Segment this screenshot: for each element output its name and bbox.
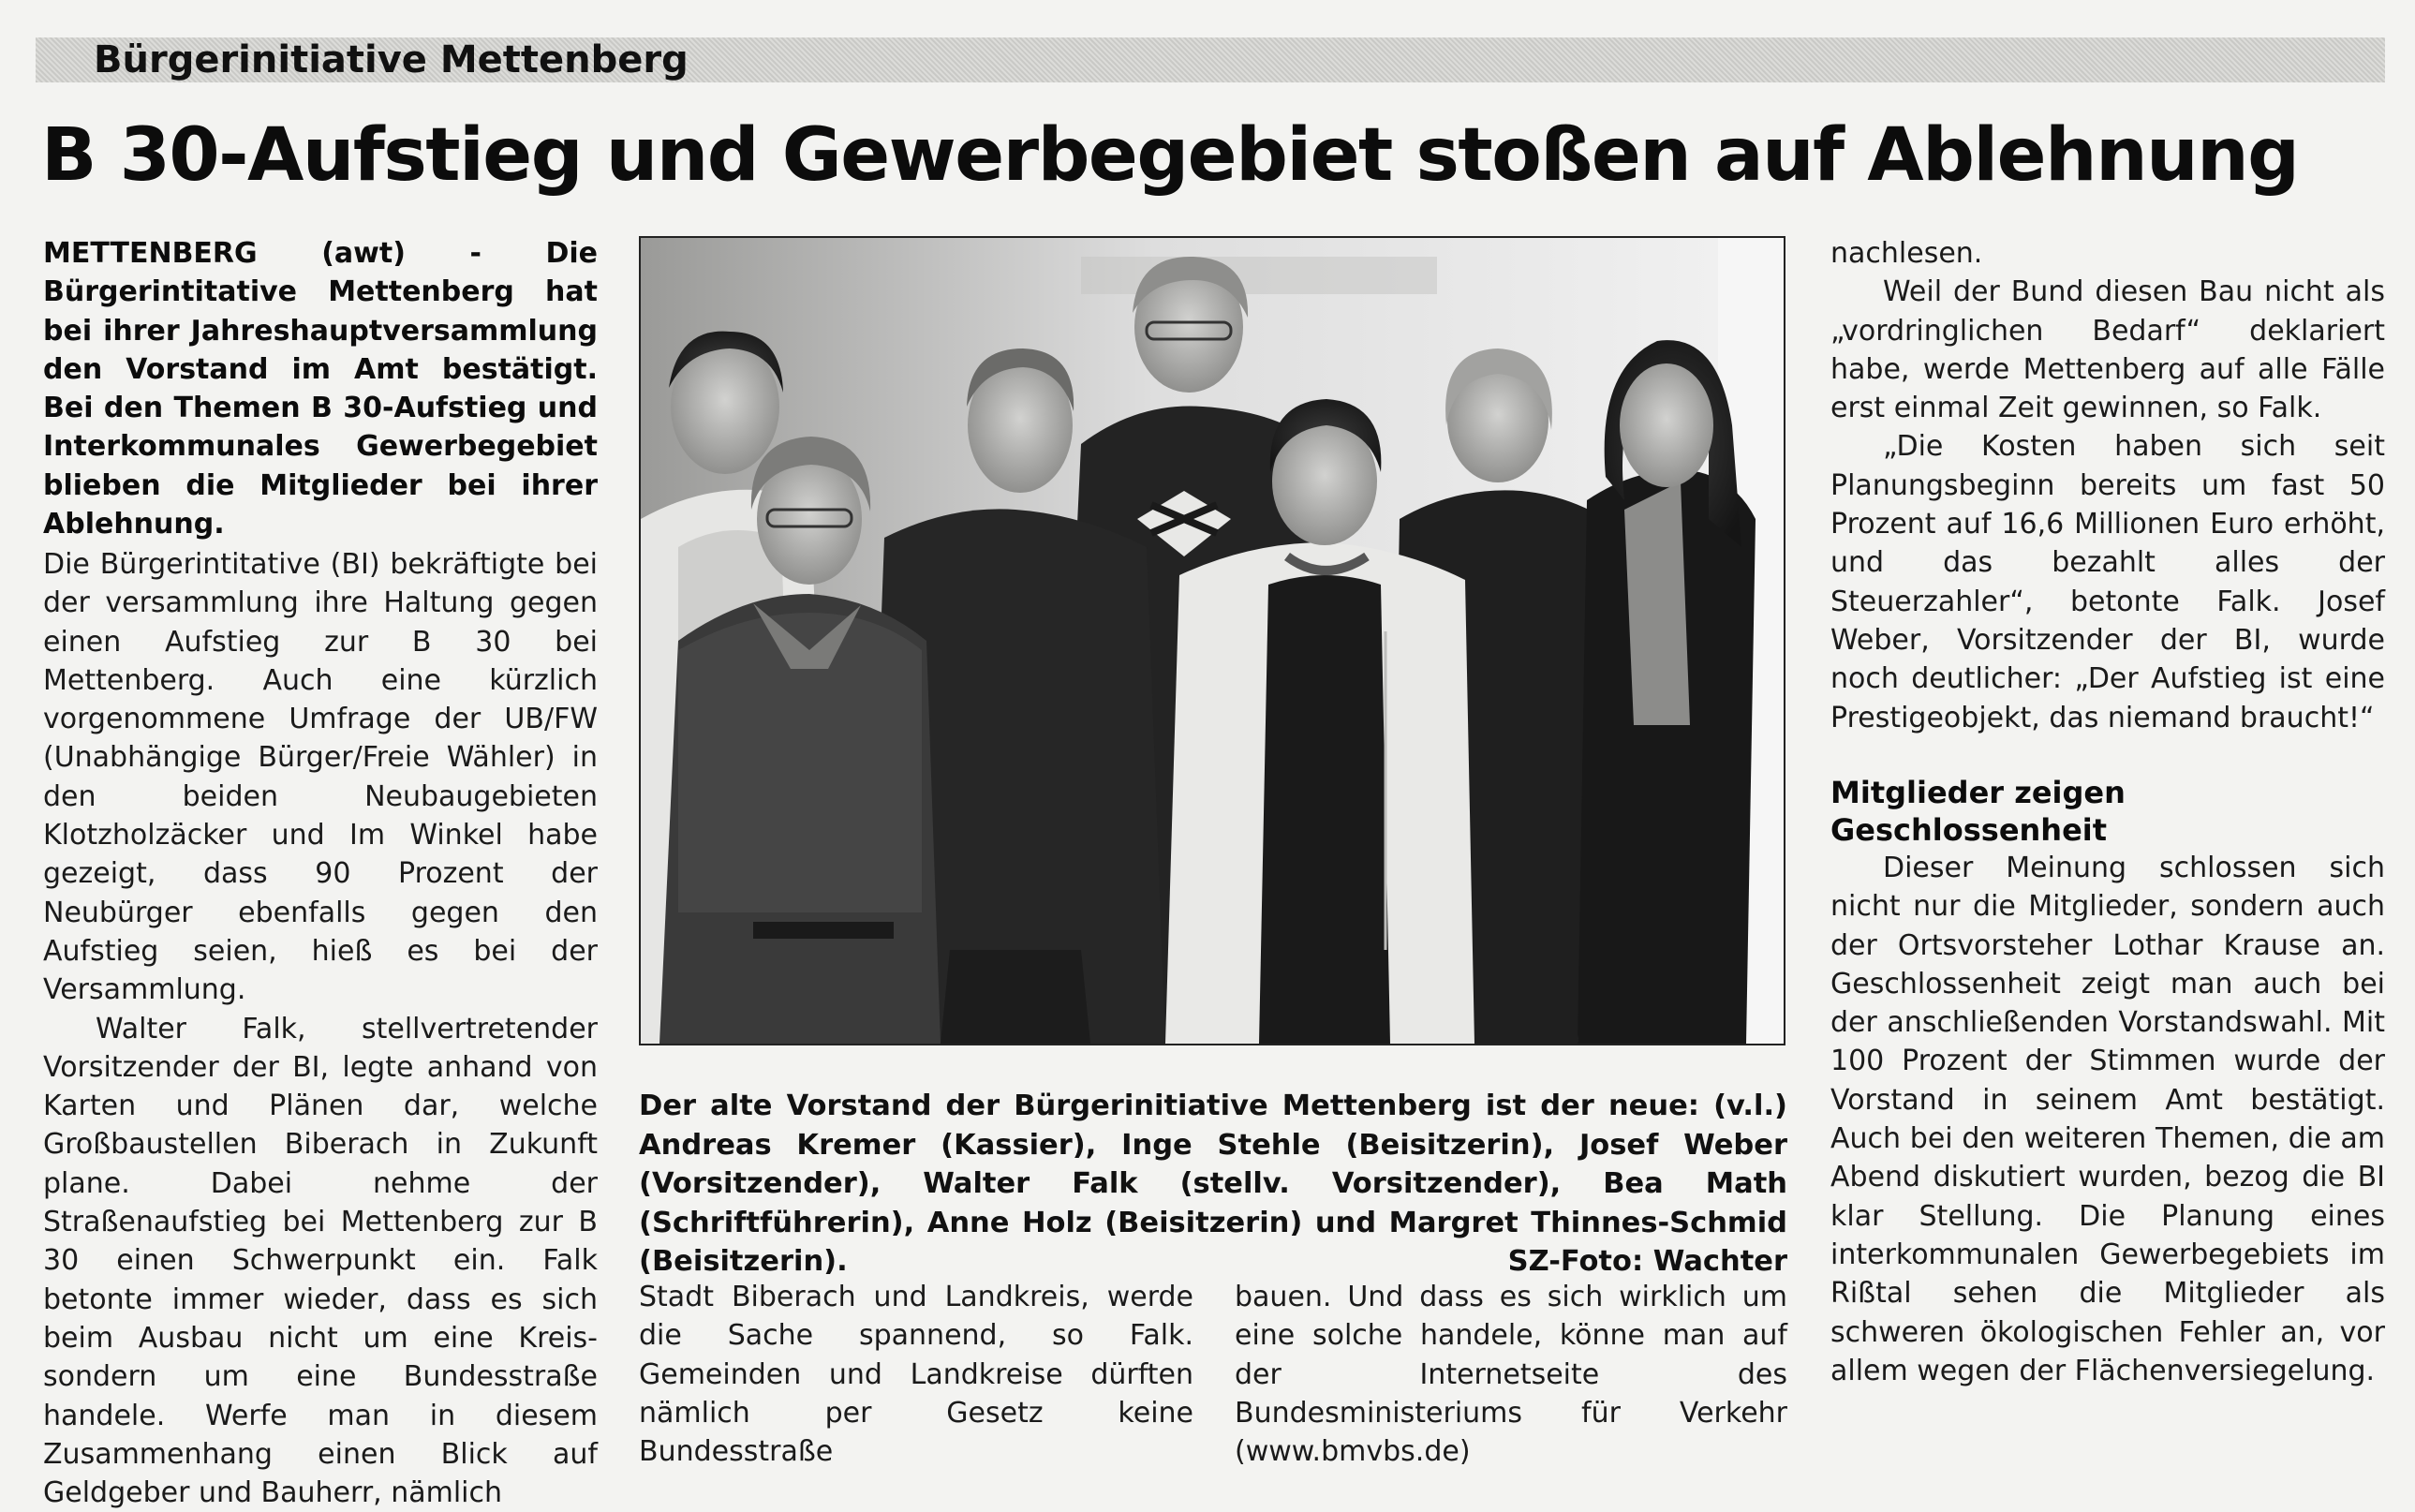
photo-credit: SZ-Foto: Wachter [1507,1245,1787,1278]
headline: B 30-Aufstieg und Gewerbegebiet stoßen auf Ablehnung [41,113,2299,198]
paragraph: bauen. Und dass es sich wirklich um eine solche handele, könne man auf der Internetseite des Bundesministeriums für Verkehr (www.bmvbs.de) [1235,1281,1787,1469]
paragraph: nachlesen. [1830,237,1983,270]
paragraph: Stadt Biberach und Landkreis, werde die Sache spannend, so Falk. Gemeinden und Landkreise dürften nämlich per Gesetz keine Bundesstraße [639,1281,1193,1469]
group-photo [639,236,1785,1045]
paragraph: Weil der Bund diesen Bau nicht als „vordringlichen Bedarf“ deklariert habe, werde Mettenberg auf alle Fälle erst einmal Zeit gewinnen, so Falk. [1830,275,2385,425]
paragraph: Dieser Meinung schlossen sich nicht nur die Mitglieder, sondern auch der Ortsvorsteher Lothar Krause an. Geschlossenheit zeigt man auch bei der anschließenden Vorstandswahl. Mit 100 Prozent der Stimmen wurde der Vorstand in seinem Amt bestätigt. Auch bei den weiteren Themen, die am Abend diskutiert wurden, bezog die BI klar Stellung. Die Planung eines interkommunalen Gewerbegebiets im Rißtal sehen die Mitglieder als schweren ökologischen Fehler an, vor allem wegen der Flächenversiegelung. [1830,852,2385,1387]
group-photo-image [641,238,1784,1044]
column-4-bottom [1830,849,2385,1390]
paragraph: „Die Kosten haben sich seit Planungsbeginn bereits um fast 50 Prozent auf 16,6 Millionen Euro erhöht, und das bezahlt alles der Steuerzahler“, betonte Falk. Josef Weber, Vorsitzender der BI, wurde noch deutlicher: „Der Aufstieg ist eine Prestigeobjekt, das niemand braucht!“ [1830,430,2385,734]
column-4-top [1830,234,2385,737]
column-1 [43,545,598,1512]
section-kicker: Bürgerinitiative Mettenberg [94,38,689,82]
column-3 [1235,1278,1787,1471]
paragraph: Walter Falk, stellvertretender Vorsitzender der BI, legte anhand von Karten und Plänen dar, welche Großbaustellen Biberach in Zukunft plane. Dabei nehme der Straßenaufstieg bei Mettenberg zur B 30 einen Schwerpunkt ein. Falk betonte immer wieder, dass es sich beim Ausbau nicht um eine Kreis- sondern um eine Bundesstraße handele. Werfe man in diesem Zusammenhang einen Blick auf Geldgeber und Bauherr, nämlich [43,1012,598,1510]
lead-paragraph: METTENBERG (awt) - Die Bürgerintitative Mettenberg hat bei ihrer Jahreshauptversammlung den Vorstand im Amt bestätigt. Bei den Themen B 30-Aufstieg und Interkommunales Gewerbegebiet blieben die Mitglieder bei ihrer Ablehnung. [43,237,598,541]
subheadline: Mitglieder zeigen Geschlossenheit [1830,775,2126,848]
column-2 [639,1278,1193,1471]
paragraph: Die Bürgerintitative (BI) bekräftigte bei der versammlung ihre Haltung gegen einen Aufstieg zur B 30 bei Mettenberg. Auch eine kürzlich vorgenommene Umfrage der UB/FW (Unabhängige Bürger/Freie Wähler) in den beiden Neubaugebieten Klotzholzäcker und Im Winkel habe gezeigt, dass 90 Prozent der Neubürger ebenfalls gegen den Aufstieg seien, hieß es bei der Versammlung. [43,548,598,1007]
photo-caption [639,1087,1787,1282]
caption-text: Der alte Vorstand der Bürgerinitiative Mettenberg ist der neue: (v.l.) Andreas Kremer (Kassier), Inge Stehle (Beisitzerin), Josef Weber (Vorsitzender), Walter Falk (stellv. Vorsitzender), Bea Math (Schriftführerin), Anne Holz (Beisitzerin) und Margret Thinnes-Schmid (Beisitzerin). [639,1090,1787,1278]
